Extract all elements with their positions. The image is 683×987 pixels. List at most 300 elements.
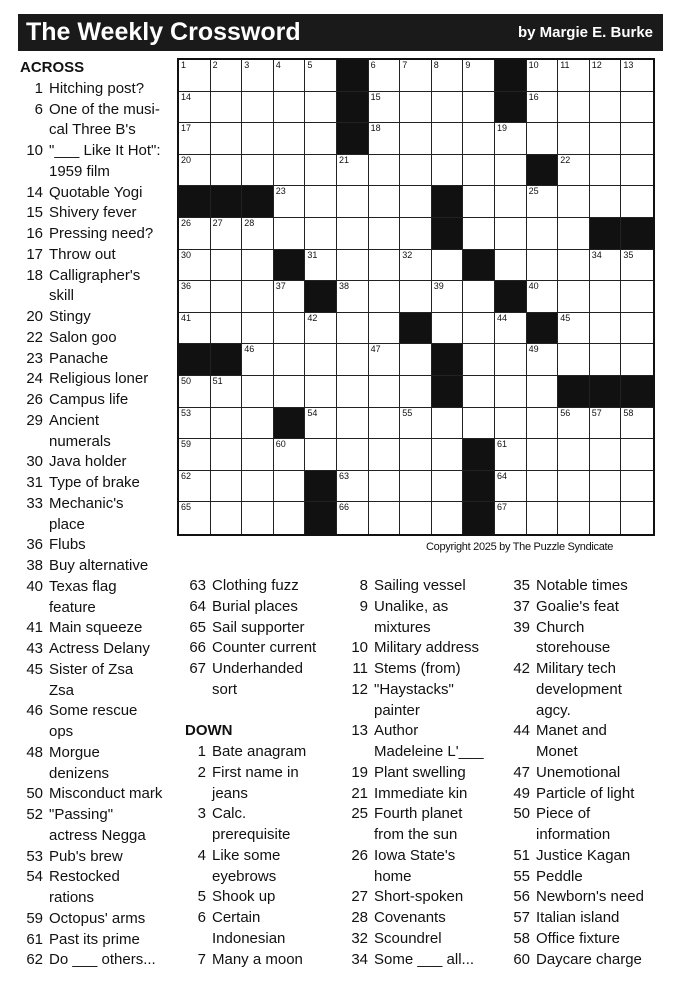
grid-cell[interactable] (274, 439, 306, 471)
grid-cell[interactable] (621, 281, 653, 313)
clue-item[interactable] (508, 929, 668, 950)
clue-item[interactable] (20, 867, 180, 888)
grid-cell[interactable] (590, 123, 622, 155)
clue-item[interactable] (20, 266, 180, 287)
grid-cell[interactable] (590, 313, 622, 345)
grid-cell[interactable] (432, 408, 464, 440)
grid-cell[interactable] (621, 471, 653, 503)
grid-cell[interactable] (211, 92, 243, 124)
grid-cell[interactable] (621, 250, 653, 282)
grid-cell[interactable] (179, 408, 211, 440)
grid-cell[interactable] (432, 123, 464, 155)
grid-cell[interactable] (558, 186, 590, 218)
clue-item[interactable] (20, 826, 180, 847)
grid-cell[interactable] (242, 439, 274, 471)
grid-cell[interactable] (590, 92, 622, 124)
grid-cell[interactable] (337, 250, 369, 282)
grid-cell[interactable] (400, 186, 432, 218)
clue-item[interactable] (345, 846, 503, 867)
grid-cell[interactable] (621, 313, 653, 345)
clue-item[interactable] (508, 908, 668, 929)
grid-cell[interactable] (463, 281, 495, 313)
grid-cell[interactable] (400, 376, 432, 408)
grid-cell[interactable] (242, 408, 274, 440)
crossword-grid[interactable] (177, 58, 655, 536)
clue-item[interactable] (345, 763, 503, 784)
grid-cell[interactable] (274, 344, 306, 376)
clue-number (345, 701, 374, 722)
grid-cell[interactable] (527, 281, 559, 313)
clue-item[interactable] (20, 764, 180, 785)
clue-item[interactable] (508, 867, 668, 888)
grid-cell[interactable] (211, 408, 243, 440)
grid-cell[interactable] (590, 502, 622, 534)
grid-cell[interactable] (558, 344, 590, 376)
grid-cell[interactable] (432, 502, 464, 534)
grid-cell[interactable] (242, 218, 274, 250)
grid-cell[interactable] (369, 376, 401, 408)
grid-cell[interactable] (369, 281, 401, 313)
grid-cell[interactable] (432, 313, 464, 345)
grid-cell[interactable] (495, 250, 527, 282)
grid-cell[interactable] (400, 344, 432, 376)
clue-item[interactable] (20, 120, 180, 141)
clue-item[interactable] (20, 286, 180, 307)
grid-cell[interactable] (369, 60, 401, 92)
clue-item[interactable] (20, 79, 180, 100)
clue-item[interactable] (508, 804, 668, 825)
grid-cell[interactable] (274, 502, 306, 534)
clue-item[interactable] (345, 742, 503, 763)
grid-cell[interactable] (242, 92, 274, 124)
clue-item[interactable] (345, 887, 503, 908)
grid-cell[interactable] (369, 502, 401, 534)
clue-item[interactable] (185, 867, 345, 888)
grid-cell[interactable] (274, 281, 306, 313)
clue-item[interactable] (20, 224, 180, 245)
grid-cell[interactable] (211, 313, 243, 345)
grid-cell[interactable] (242, 123, 274, 155)
grid-cell[interactable] (242, 60, 274, 92)
grid-cell[interactable] (242, 344, 274, 376)
grid-cell[interactable] (558, 123, 590, 155)
clue-item[interactable] (185, 887, 345, 908)
clue-item[interactable] (20, 432, 180, 453)
grid-cell[interactable] (211, 281, 243, 313)
clue-item[interactable] (20, 888, 180, 909)
grid-cell[interactable] (400, 502, 432, 534)
clue-item[interactable] (20, 701, 180, 722)
clue-item[interactable] (185, 618, 345, 639)
clue-item[interactable] (20, 930, 180, 951)
grid-cell[interactable] (463, 60, 495, 92)
grid-cell[interactable] (369, 123, 401, 155)
grid-cell[interactable] (211, 218, 243, 250)
grid-cell[interactable] (432, 281, 464, 313)
clue-item[interactable] (345, 701, 503, 722)
grid-cell[interactable] (179, 92, 211, 124)
grid-cell[interactable] (369, 155, 401, 187)
grid-cell[interactable] (179, 123, 211, 155)
grid-cell[interactable] (558, 218, 590, 250)
grid-cell[interactable] (463, 186, 495, 218)
black-square (337, 123, 369, 155)
cell-number: 1 (181, 60, 187, 70)
grid-cell[interactable] (369, 439, 401, 471)
clue-item[interactable] (20, 681, 180, 702)
grid-cell[interactable] (495, 502, 527, 534)
clue-item[interactable] (345, 659, 503, 680)
grid-cell[interactable] (495, 123, 527, 155)
grid-cell[interactable] (337, 344, 369, 376)
grid-cell[interactable] (558, 281, 590, 313)
clue-item[interactable] (20, 556, 180, 577)
grid-cell[interactable] (590, 408, 622, 440)
grid-cell[interactable] (527, 92, 559, 124)
grid-cell[interactable] (400, 60, 432, 92)
clue-item[interactable] (20, 515, 180, 536)
grid-cell[interactable] (527, 123, 559, 155)
clue-item[interactable] (20, 162, 180, 183)
clue-item[interactable] (508, 618, 668, 639)
grid-cell[interactable] (432, 439, 464, 471)
grid-cell[interactable] (305, 123, 337, 155)
clue-item[interactable] (345, 784, 503, 805)
grid-cell[interactable] (621, 344, 653, 376)
grid-cell[interactable] (305, 60, 337, 92)
grid-cell[interactable] (337, 502, 369, 534)
clue-item[interactable] (345, 950, 503, 971)
clue-item[interactable] (20, 577, 180, 598)
grid-cell[interactable] (369, 313, 401, 345)
clue-item[interactable] (185, 763, 345, 784)
grid-cell[interactable] (558, 155, 590, 187)
grid-cell[interactable] (432, 155, 464, 187)
grid-cell[interactable] (432, 471, 464, 503)
clue-number (508, 638, 536, 659)
grid-cell[interactable] (495, 439, 527, 471)
grid-cell[interactable] (590, 186, 622, 218)
grid-cell[interactable] (527, 186, 559, 218)
grid-cell[interactable] (400, 281, 432, 313)
grid-cell[interactable] (369, 408, 401, 440)
grid-cell[interactable] (495, 471, 527, 503)
grid-cell[interactable] (337, 376, 369, 408)
grid-cell[interactable] (463, 92, 495, 124)
grid-cell[interactable] (621, 502, 653, 534)
clue-item[interactable] (345, 680, 503, 701)
grid-cell[interactable] (179, 155, 211, 187)
clue-item[interactable] (20, 950, 180, 971)
clue-item[interactable] (20, 328, 180, 349)
grid-cell[interactable] (527, 250, 559, 282)
grid-cell[interactable] (211, 60, 243, 92)
clue-item[interactable] (185, 742, 345, 763)
clue-item[interactable] (20, 805, 180, 826)
clue-item[interactable] (508, 659, 668, 680)
clue-item[interactable] (185, 929, 345, 950)
grid-cell[interactable] (527, 218, 559, 250)
grid-cell[interactable] (463, 344, 495, 376)
grid-cell[interactable] (590, 439, 622, 471)
clue-item[interactable] (185, 846, 345, 867)
grid-cell[interactable] (274, 376, 306, 408)
grid-cell[interactable] (558, 60, 590, 92)
grid-cell[interactable] (274, 313, 306, 345)
grid-cell[interactable] (495, 155, 527, 187)
clue-item[interactable] (185, 804, 345, 825)
clue-item[interactable] (508, 576, 668, 597)
clue-item[interactable] (345, 638, 503, 659)
grid-cell[interactable] (432, 250, 464, 282)
clue-item[interactable] (20, 452, 180, 473)
clue-item[interactable] (345, 618, 503, 639)
grid-cell[interactable] (337, 313, 369, 345)
grid-cell[interactable] (274, 155, 306, 187)
clue-item[interactable] (508, 638, 668, 659)
grid-cell[interactable] (305, 218, 337, 250)
clue-item[interactable] (185, 825, 345, 846)
clue-item[interactable] (345, 908, 503, 929)
grid-cell[interactable] (463, 376, 495, 408)
grid-cell[interactable] (242, 313, 274, 345)
clue-item[interactable] (508, 701, 668, 722)
clue-item[interactable] (345, 576, 503, 597)
grid-cell[interactable] (179, 376, 211, 408)
grid-cell[interactable] (527, 502, 559, 534)
grid-cell[interactable] (621, 60, 653, 92)
grid-cell[interactable] (621, 186, 653, 218)
grid-cell[interactable] (211, 376, 243, 408)
clue-item[interactable] (508, 846, 668, 867)
cell-number: 11 (560, 60, 570, 70)
clue-text: Morgue (49, 743, 100, 761)
grid-cell[interactable] (337, 186, 369, 218)
grid-cell[interactable] (305, 186, 337, 218)
grid-cell[interactable] (337, 408, 369, 440)
grid-cell[interactable] (558, 471, 590, 503)
grid-cell[interactable] (211, 439, 243, 471)
grid-cell[interactable] (590, 281, 622, 313)
grid-cell[interactable] (305, 92, 337, 124)
clue-item[interactable] (20, 847, 180, 868)
grid-cell[interactable] (369, 344, 401, 376)
grid-cell[interactable] (242, 471, 274, 503)
clue-item[interactable] (20, 141, 180, 162)
clue-item[interactable] (20, 618, 180, 639)
grid-cell[interactable] (179, 471, 211, 503)
clue-item[interactable] (20, 473, 180, 494)
grid-cell[interactable] (590, 155, 622, 187)
grid-cell[interactable] (179, 502, 211, 534)
grid-cell[interactable] (495, 376, 527, 408)
clue-item[interactable] (20, 245, 180, 266)
grid-cell[interactable] (242, 376, 274, 408)
grid-cell[interactable] (400, 439, 432, 471)
clue-item[interactable] (20, 660, 180, 681)
grid-cell[interactable] (432, 92, 464, 124)
grid-cell[interactable] (495, 344, 527, 376)
grid-cell[interactable] (305, 250, 337, 282)
grid-cell[interactable] (369, 186, 401, 218)
grid-cell[interactable] (179, 218, 211, 250)
grid-cell[interactable] (590, 60, 622, 92)
grid-cell[interactable] (337, 218, 369, 250)
clue-number: 18 (26, 266, 43, 284)
clue-item[interactable] (185, 950, 345, 971)
grid-cell[interactable] (463, 123, 495, 155)
clue-item[interactable] (185, 597, 345, 618)
grid-cell[interactable] (400, 471, 432, 503)
clue-item[interactable] (508, 597, 668, 618)
clue-item[interactable] (20, 183, 180, 204)
clue-item[interactable] (508, 784, 668, 805)
clue-item[interactable] (185, 576, 345, 597)
clue-item[interactable] (20, 784, 180, 805)
clue-item[interactable] (508, 825, 668, 846)
grid-cell[interactable] (179, 439, 211, 471)
grid-cell[interactable] (305, 376, 337, 408)
grid-cell[interactable] (274, 186, 306, 218)
grid-cell[interactable] (337, 281, 369, 313)
clue-item[interactable] (20, 743, 180, 764)
grid-cell[interactable] (305, 439, 337, 471)
clue-item[interactable] (20, 349, 180, 370)
grid-cell[interactable] (621, 439, 653, 471)
grid-cell[interactable] (463, 408, 495, 440)
clue-item[interactable] (345, 929, 503, 950)
clue-item[interactable] (185, 680, 345, 701)
grid-cell[interactable] (211, 250, 243, 282)
grid-cell[interactable] (274, 218, 306, 250)
clue-item[interactable] (20, 203, 180, 224)
grid-cell[interactable] (590, 471, 622, 503)
grid-cell[interactable] (242, 281, 274, 313)
grid-cell[interactable] (621, 92, 653, 124)
clue-item[interactable] (20, 411, 180, 432)
clue-item[interactable] (508, 763, 668, 784)
grid-cell[interactable] (558, 313, 590, 345)
clue-item[interactable] (185, 908, 345, 929)
grid-cell[interactable] (527, 344, 559, 376)
grid-cell[interactable] (274, 471, 306, 503)
grid-cell[interactable] (179, 281, 211, 313)
grid-cell[interactable] (527, 439, 559, 471)
grid-cell[interactable] (621, 123, 653, 155)
grid-cell[interactable] (274, 92, 306, 124)
grid-cell[interactable] (527, 408, 559, 440)
grid-cell[interactable] (621, 408, 653, 440)
clue-item[interactable] (20, 369, 180, 390)
clue-item[interactable] (20, 598, 180, 619)
grid-cell[interactable] (527, 376, 559, 408)
grid-cell[interactable] (337, 439, 369, 471)
grid-cell[interactable] (558, 92, 590, 124)
grid-cell[interactable] (400, 250, 432, 282)
grid-cell[interactable] (179, 313, 211, 345)
clue-item[interactable] (345, 804, 503, 825)
grid-cell[interactable] (242, 502, 274, 534)
grid-cell[interactable] (558, 502, 590, 534)
clue-item[interactable] (508, 950, 668, 971)
black-square (211, 186, 243, 218)
grid-cell[interactable] (179, 250, 211, 282)
grid-cell[interactable] (558, 439, 590, 471)
grid-cell[interactable] (369, 250, 401, 282)
grid-cell[interactable] (179, 60, 211, 92)
clue-item[interactable] (508, 721, 668, 742)
grid-cell[interactable] (400, 123, 432, 155)
clue-item[interactable] (185, 638, 345, 659)
clue-item[interactable] (345, 597, 503, 618)
clue-item[interactable] (20, 307, 180, 328)
clue-item[interactable] (508, 680, 668, 701)
clue-item[interactable] (345, 721, 503, 742)
grid-cell[interactable] (211, 155, 243, 187)
clue-item[interactable] (185, 659, 345, 680)
grid-cell[interactable] (463, 155, 495, 187)
grid-cell[interactable] (305, 408, 337, 440)
clue-item[interactable] (508, 742, 668, 763)
clue-item[interactable] (345, 825, 503, 846)
grid-cell[interactable] (211, 471, 243, 503)
grid-cell[interactable] (305, 313, 337, 345)
grid-cell[interactable] (495, 186, 527, 218)
grid-cell[interactable] (527, 60, 559, 92)
clue-item[interactable] (20, 100, 180, 121)
grid-cell[interactable] (305, 344, 337, 376)
clue-item[interactable] (508, 887, 668, 908)
grid-cell[interactable] (432, 60, 464, 92)
grid-cell[interactable] (369, 471, 401, 503)
grid-cell[interactable] (400, 408, 432, 440)
grid-cell[interactable] (495, 313, 527, 345)
grid-cell[interactable] (590, 344, 622, 376)
grid-cell[interactable] (369, 92, 401, 124)
grid-cell[interactable] (400, 155, 432, 187)
grid-cell[interactable] (337, 155, 369, 187)
grid-cell[interactable] (400, 218, 432, 250)
clue-item[interactable] (20, 494, 180, 515)
clue-item[interactable] (20, 390, 180, 411)
clue-item[interactable] (185, 784, 345, 805)
grid-cell[interactable] (558, 250, 590, 282)
clue-item[interactable] (345, 867, 503, 888)
clue-item[interactable] (20, 722, 180, 743)
grid-cell[interactable] (527, 471, 559, 503)
grid-cell[interactable] (305, 155, 337, 187)
grid-cell[interactable] (463, 218, 495, 250)
clue-item[interactable] (20, 535, 180, 556)
grid-cell[interactable] (495, 408, 527, 440)
grid-cell[interactable] (242, 250, 274, 282)
grid-cell[interactable] (211, 502, 243, 534)
grid-cell[interactable] (369, 218, 401, 250)
grid-cell[interactable] (463, 313, 495, 345)
clue-item[interactable] (20, 639, 180, 660)
grid-cell[interactable] (495, 218, 527, 250)
grid-cell[interactable] (274, 60, 306, 92)
grid-cell[interactable] (242, 155, 274, 187)
grid-cell[interactable] (400, 92, 432, 124)
clue-item[interactable] (20, 909, 180, 930)
grid-cell[interactable] (337, 471, 369, 503)
grid-cell[interactable] (590, 250, 622, 282)
grid-cell[interactable] (558, 408, 590, 440)
grid-cell[interactable] (621, 155, 653, 187)
grid-cell[interactable] (211, 123, 243, 155)
grid-cell[interactable] (274, 123, 306, 155)
